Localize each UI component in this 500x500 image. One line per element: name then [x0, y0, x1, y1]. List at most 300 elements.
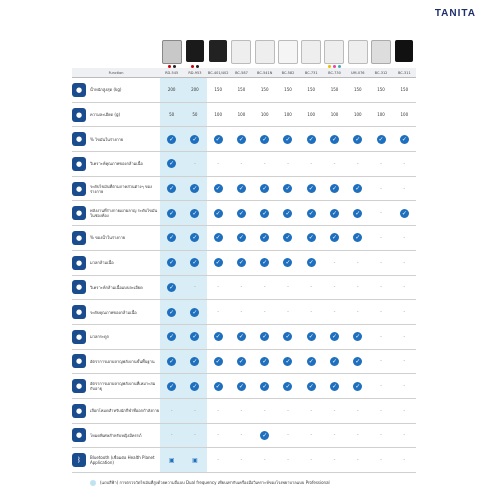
check-icon: ✓ [215, 357, 221, 365]
check-icon: ✓ [262, 209, 268, 217]
function-cell [72, 176, 160, 201]
value-cell [323, 127, 346, 152]
model-header: BC-731 [300, 68, 323, 78]
product-bc311 [393, 34, 416, 68]
value-cell [393, 374, 416, 399]
table-row [72, 398, 416, 423]
bluetooth-app-icon: ▣ [168, 456, 175, 464]
function-cell [72, 152, 160, 177]
value-cell [323, 201, 346, 226]
value-cell [183, 374, 206, 399]
product-rd545 [160, 34, 183, 68]
check-icon: ✓ [169, 185, 175, 193]
check-icon: ✓ [285, 259, 291, 267]
feature-comparison-table [72, 68, 416, 473]
value-cell [230, 448, 253, 473]
value-cell [160, 152, 183, 177]
dash-mark: - [380, 333, 382, 340]
value-cell [207, 226, 230, 251]
dash-mark: - [287, 457, 289, 464]
value-cell [230, 349, 253, 374]
value-cell [369, 250, 392, 275]
dash-mark: - [240, 160, 243, 167]
value-cell [183, 102, 206, 127]
value-cell [160, 275, 183, 300]
value-cell [323, 102, 346, 127]
table-row [72, 78, 416, 103]
dash-mark: - [194, 284, 196, 291]
dash-mark: - [194, 432, 196, 439]
value-cell [276, 250, 299, 275]
value-cell [160, 300, 183, 325]
pregnancy-icon: ● [72, 428, 86, 442]
dash-mark: - [403, 185, 406, 192]
bone-mass-icon: ● [72, 330, 86, 344]
check-icon: ✓ [308, 382, 314, 390]
value-cell [160, 201, 183, 226]
value-cell [300, 176, 323, 201]
value-cell [183, 226, 206, 251]
value-cell [300, 152, 323, 177]
value-cell [160, 250, 183, 275]
function-cell [72, 201, 160, 226]
value-cell [393, 78, 416, 103]
dash-mark: - [333, 284, 336, 291]
dash-mark: - [240, 309, 243, 316]
value-text: 50 [169, 112, 175, 118]
dash-mark: - [263, 160, 266, 167]
check-icon: ✓ [308, 135, 314, 143]
model-header: BC-541N [253, 68, 276, 78]
value-cell [300, 201, 323, 226]
check-icon: ✓ [331, 382, 338, 390]
value-text: 100 [307, 112, 316, 118]
dash-mark: - [310, 309, 313, 316]
value-cell [230, 226, 253, 251]
model-header: UM-076 [346, 68, 369, 78]
value-cell [323, 448, 346, 473]
value-text: 100 [260, 112, 269, 118]
check-icon: ✓ [262, 185, 268, 193]
dash-mark: - [403, 309, 406, 316]
value-cell [183, 250, 206, 275]
table-body [72, 78, 416, 473]
function-cell [72, 275, 160, 300]
dash-mark: - [217, 407, 220, 414]
dash-mark: - [310, 407, 313, 414]
check-icon: ✓ [262, 431, 268, 439]
check-icon: ✓ [355, 234, 361, 242]
value-cell [230, 152, 253, 177]
check-icon: ✓ [169, 234, 175, 242]
value-cell [323, 374, 346, 399]
check-icon: ✓ [285, 185, 291, 193]
value-cell [393, 349, 416, 374]
dash-mark: - [403, 234, 406, 241]
dash-mark: - [403, 259, 406, 266]
check-icon: ✓ [262, 357, 268, 365]
product-bc731 [300, 34, 323, 68]
check-icon: ✓ [238, 135, 244, 143]
check-icon: ✓ [238, 357, 244, 365]
value-cell [369, 176, 392, 201]
brand-logo: TANITA [434, 8, 476, 19]
check-icon: ✓ [262, 382, 268, 390]
muscle-quality-icon: ● [72, 157, 86, 171]
dash-mark: - [380, 185, 382, 192]
function-header: Function [72, 68, 160, 78]
value-cell [323, 398, 346, 423]
function-cell [72, 423, 160, 448]
function-label: โหมดพิเศษสำหรับหญิงมีครรภ์ [90, 432, 142, 438]
dash-mark: - [403, 457, 406, 464]
check-icon: ✓ [308, 185, 314, 193]
value-cell [253, 349, 276, 374]
athlete-mode-icon: ● [72, 404, 86, 418]
check-icon: ✓ [262, 333, 268, 341]
dash-mark: - [287, 432, 289, 439]
check-icon: ✓ [169, 283, 175, 291]
check-icon: ✓ [355, 333, 361, 341]
value-cell [207, 349, 230, 374]
dash-mark: - [403, 407, 406, 414]
check-icon: ✓ [285, 333, 291, 341]
product-bc582 [276, 34, 299, 68]
check-icon: ✓ [169, 382, 175, 390]
function-label: ความละเอียด (g) [90, 112, 121, 118]
value-cell [207, 448, 230, 473]
value-cell [393, 324, 416, 349]
value-cell [207, 423, 230, 448]
value-cell [207, 102, 230, 127]
value-cell [276, 102, 299, 127]
value-cell [183, 423, 206, 448]
dash-mark: - [356, 160, 359, 167]
dash-mark: - [380, 383, 382, 390]
value-cell [230, 374, 253, 399]
muscle-score-icon: ● [72, 280, 86, 294]
value-cell [207, 176, 230, 201]
value-text: 150 [214, 87, 222, 93]
value-cell [160, 448, 183, 473]
value-cell [230, 423, 253, 448]
dash-mark: - [310, 160, 313, 167]
dash-mark: - [403, 432, 406, 439]
value-cell [393, 201, 416, 226]
dash-mark: - [380, 234, 382, 241]
value-cell [369, 374, 392, 399]
value-cell [183, 349, 206, 374]
product-bc312 [369, 34, 392, 68]
value-text: 150 [400, 87, 409, 93]
dash-mark: - [356, 407, 359, 414]
value-cell [346, 102, 369, 127]
check-icon: ✓ [262, 234, 268, 242]
value-cell [369, 423, 392, 448]
dash-mark: - [263, 309, 266, 316]
function-label: อัตราการเผาผลาญพลังงานขั้นพื้นฐาน [90, 358, 155, 364]
check-icon: ✓ [169, 209, 175, 217]
value-cell [276, 398, 299, 423]
value-cell [300, 374, 323, 399]
bluetooth-app-icon: ▣ [192, 456, 198, 464]
value-cell [369, 300, 392, 325]
value-cell [276, 324, 299, 349]
dash-mark: - [310, 457, 313, 464]
check-icon: ✓ [401, 135, 407, 143]
muscle-mass-icon: ● [72, 256, 86, 270]
value-cell [369, 275, 392, 300]
value-cell [346, 300, 369, 325]
value-cell [276, 78, 299, 103]
value-text: 100 [353, 112, 362, 118]
dash-mark: - [356, 284, 359, 291]
value-cell [369, 102, 392, 127]
table-row [72, 275, 416, 300]
value-text: 100 [214, 112, 222, 118]
check-icon: ✓ [308, 333, 314, 341]
value-cell [393, 300, 416, 325]
dash-mark: - [287, 284, 289, 291]
check-icon: ✓ [238, 234, 244, 242]
product-images [160, 34, 416, 68]
value-cell [346, 250, 369, 275]
value-cell [230, 176, 253, 201]
table-row [72, 102, 416, 127]
value-cell [253, 423, 276, 448]
dash-mark: - [263, 284, 266, 291]
table-row [72, 152, 416, 177]
product-um076 [346, 34, 369, 68]
function-cell [72, 374, 160, 399]
value-text: 100 [284, 112, 292, 118]
value-cell [276, 374, 299, 399]
check-icon: ✓ [215, 259, 221, 267]
value-cell [160, 349, 183, 374]
dash-mark: - [217, 432, 220, 439]
table-row [72, 201, 416, 226]
value-cell [300, 78, 323, 103]
value-cell [183, 275, 206, 300]
value-cell [300, 226, 323, 251]
value-cell [160, 78, 183, 103]
check-icon: ✓ [285, 357, 291, 365]
dash-mark: - [333, 457, 336, 464]
check-icon: ✓ [308, 357, 314, 365]
value-cell [230, 398, 253, 423]
dash-mark: - [380, 358, 382, 365]
value-cell [346, 78, 369, 103]
value-text: 150 [377, 87, 385, 93]
value-cell [346, 448, 369, 473]
check-icon: ✓ [192, 259, 198, 267]
value-cell [346, 423, 369, 448]
value-text: 150 [353, 87, 362, 93]
value-cell [323, 349, 346, 374]
metabolic-rate-icon: ● [72, 354, 86, 368]
value-cell [160, 176, 183, 201]
value-cell [300, 102, 323, 127]
function-cell [72, 300, 160, 325]
check-icon: ✓ [215, 209, 221, 217]
dash-mark: - [380, 407, 382, 414]
dash-mark: - [240, 407, 243, 414]
value-cell [346, 201, 369, 226]
function-cell [72, 349, 160, 374]
model-header: BC-730 [323, 68, 346, 78]
value-cell [369, 201, 392, 226]
check-icon: ✓ [262, 135, 268, 143]
value-cell [207, 300, 230, 325]
table-row [72, 226, 416, 251]
dash-mark: - [380, 259, 382, 266]
dash-mark: - [194, 160, 196, 167]
value-cell [323, 226, 346, 251]
value-cell [183, 201, 206, 226]
metabolic-age-icon: ● [72, 379, 86, 393]
value-cell [253, 102, 276, 127]
value-text: 100 [237, 112, 246, 118]
dash-mark: - [356, 259, 359, 266]
value-cell [346, 176, 369, 201]
check-icon: ✓ [192, 135, 198, 143]
check-icon: ✓ [331, 234, 338, 242]
value-cell [183, 398, 206, 423]
check-icon: ✓ [262, 259, 268, 267]
value-cell [393, 398, 416, 423]
function-label: อัตราการเผาผลาญพลังงานที่เหมาะสมกับอายุ [90, 381, 156, 392]
function-label: น้ำหนักสูงสุด (kg) [90, 87, 122, 93]
value-cell [323, 152, 346, 177]
check-icon: ✓ [308, 259, 314, 267]
check-icon: ✓ [169, 333, 175, 341]
dash-mark: - [403, 333, 406, 340]
value-cell [346, 374, 369, 399]
value-cell [276, 152, 299, 177]
value-cell [323, 250, 346, 275]
check-icon: ✓ [331, 209, 338, 217]
value-cell [393, 250, 416, 275]
function-label: วิเคราะห์กล้ามเนื้อแบบละเอียด [90, 284, 143, 290]
value-cell [253, 201, 276, 226]
value-cell [230, 78, 253, 103]
dash-mark: - [240, 457, 243, 464]
value-cell [183, 78, 206, 103]
value-cell [323, 300, 346, 325]
value-cell [253, 300, 276, 325]
table-row [72, 448, 416, 473]
value-cell [253, 324, 276, 349]
check-icon: ✓ [285, 234, 291, 242]
value-cell [253, 127, 276, 152]
function-label: มวลกระดูก [90, 334, 110, 340]
value-cell [207, 275, 230, 300]
footnote-text: (แถบสีฟ้า) การตรวจวัดไขมันที่สูงด้วยความถี่แบบ Dual frequency เทียบเท่ากับเครื่องมือวิเคราะห์ของโรงพยาบาลแบบ Professional [100, 480, 330, 485]
value-cell [230, 275, 253, 300]
value-cell [369, 349, 392, 374]
body-fat-icon: ● [72, 132, 86, 146]
scale-precision-icon: ● [72, 108, 86, 122]
product-bc587 [230, 34, 253, 68]
dash-mark: - [333, 160, 336, 167]
check-icon: ✓ [169, 259, 175, 267]
value-cell [207, 201, 230, 226]
value-cell [300, 275, 323, 300]
table-row [72, 300, 416, 325]
model-header: BC-311 [393, 68, 416, 78]
dash-mark: - [333, 432, 336, 439]
value-cell [276, 300, 299, 325]
dash-mark: - [380, 210, 382, 217]
function-cell [72, 448, 160, 473]
value-cell [207, 152, 230, 177]
function-cell [72, 226, 160, 251]
value-cell [183, 152, 206, 177]
dash-mark: - [380, 284, 382, 291]
value-cell [323, 324, 346, 349]
function-label: Bluetooth (เชื่อมต่อ Health Planet Application) [90, 455, 155, 466]
dash-mark: - [310, 432, 313, 439]
function-label: % ไขมันในร่างกาย [90, 136, 124, 142]
product-bc541n [253, 34, 276, 68]
value-cell [300, 324, 323, 349]
value-cell [393, 152, 416, 177]
dash-mark: - [287, 407, 289, 414]
value-cell [369, 127, 392, 152]
value-cell [230, 300, 253, 325]
value-cell [160, 127, 183, 152]
dash-mark: - [287, 160, 289, 167]
check-icon: ✓ [192, 382, 198, 390]
value-text: 200 [167, 87, 176, 93]
check-icon: ✓ [192, 357, 198, 365]
dash-mark: - [356, 457, 359, 464]
value-cell [207, 398, 230, 423]
dash-mark: - [170, 432, 173, 439]
value-cell [207, 127, 230, 152]
value-cell [300, 423, 323, 448]
value-cell [253, 275, 276, 300]
visceral-fat-icon: ● [72, 206, 86, 220]
check-icon: ✓ [308, 209, 314, 217]
check-icon: ✓ [238, 382, 244, 390]
value-cell [346, 152, 369, 177]
dash-mark: - [403, 160, 406, 167]
value-cell [276, 176, 299, 201]
dash-mark: - [287, 309, 289, 316]
water-icon: ● [72, 231, 86, 245]
check-icon: ✓ [169, 160, 175, 168]
check-icon: ✓ [192, 333, 198, 341]
value-cell [276, 448, 299, 473]
value-cell [323, 176, 346, 201]
value-cell [183, 176, 206, 201]
product-rd953 [183, 34, 206, 68]
dash-mark: - [380, 160, 382, 167]
value-cell [207, 374, 230, 399]
dash-mark: - [217, 309, 220, 316]
model-header: BC-587 [230, 68, 253, 78]
function-label: พลังงานที่ร่างกายเผาผลาญ ระดับไขมันในช่องท้อง [90, 208, 158, 219]
function-label: มวลกล้ามเนื้อ [90, 260, 114, 266]
value-cell [346, 349, 369, 374]
table-row [72, 250, 416, 275]
footnote [90, 479, 330, 486]
function-cell [72, 324, 160, 349]
dash-mark: - [403, 383, 406, 390]
dash-mark: - [263, 407, 266, 414]
value-cell [393, 102, 416, 127]
